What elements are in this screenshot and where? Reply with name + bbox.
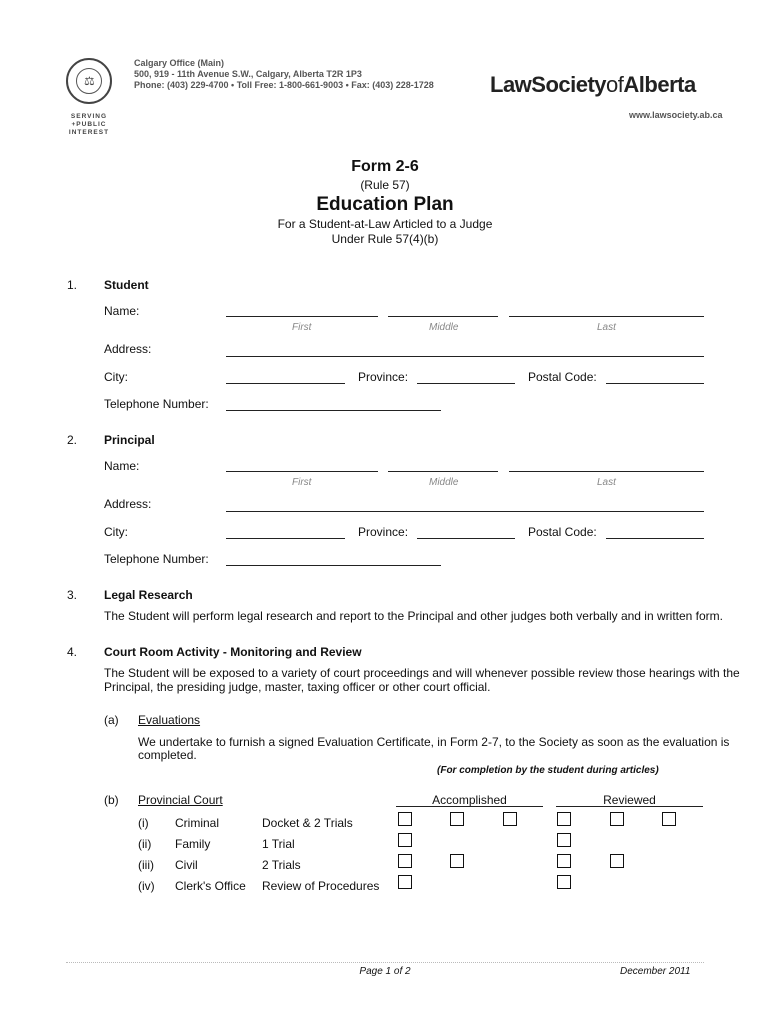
reviewed-checkbox[interactable] (610, 854, 624, 868)
requirement: Review of Procedures (262, 879, 380, 893)
section-number: 1. (67, 278, 78, 292)
completion-note: (For completion by the student during articles) (437, 765, 659, 776)
middle-caption: Middle (429, 322, 459, 333)
phone-label: Telephone Number: (104, 552, 209, 566)
student-province-field[interactable] (417, 383, 515, 384)
section-heading-student: Student (104, 278, 149, 292)
last-caption: Last (597, 477, 616, 488)
province-label: Province: (358, 525, 409, 539)
reviewed-checkbox[interactable] (557, 875, 571, 889)
accomplished-checkbox[interactable] (450, 812, 464, 826)
court-room-text-1: The Student will be exposed to a variety of court proceedings and will whenever possible review those hearings with the (104, 666, 740, 680)
name-label: Name: (104, 304, 140, 318)
reviewed-checkbox[interactable] (557, 833, 571, 847)
reviewed-header: Reviewed (603, 793, 656, 807)
student-last-name-field[interactable] (509, 316, 704, 317)
subsection-label-a: (a) (104, 713, 119, 727)
last-caption: Last (597, 322, 616, 333)
requirement: 2 Trials (262, 858, 301, 872)
accomplished-checkbox[interactable] (450, 854, 464, 868)
student-postal-field[interactable] (606, 383, 704, 384)
court-name: Criminal (175, 816, 220, 830)
principal-city-field[interactable] (226, 538, 345, 539)
provincial-court-heading: Provincial Court (138, 793, 223, 807)
subtitle-2: Under Rule 57(4)(b) (331, 232, 439, 246)
accomplished-checkbox[interactable] (398, 833, 412, 847)
principal-postal-field[interactable] (606, 538, 704, 539)
section-number: 3. (67, 588, 78, 602)
student-phone-field[interactable] (226, 410, 441, 411)
row-number: (i) (138, 816, 149, 830)
principal-last-name-field[interactable] (509, 471, 704, 472)
court-room-text-2: Principal, the presiding judge, master, taxing officer or other court official. (104, 680, 491, 694)
name-label: Name: (104, 459, 140, 473)
page-number: Page 1 of 2 (359, 966, 411, 977)
reviewed-rule (556, 806, 703, 807)
student-middle-name-field[interactable] (388, 316, 498, 317)
requirement: 1 Trial (262, 837, 295, 851)
accomplished-header: Accomplished (432, 793, 507, 807)
accomplished-checkbox[interactable] (503, 812, 517, 826)
reviewed-checkbox[interactable] (557, 812, 571, 826)
accomplished-rule (396, 806, 543, 807)
middle-caption: Middle (429, 477, 459, 488)
first-caption: First (292, 477, 312, 488)
rule-ref: (Rule 57) (360, 178, 410, 192)
section-number: 2. (67, 433, 78, 447)
law-society-seal (66, 58, 112, 104)
evaluations-text-1: We undertake to furnish a signed Evaluation Certificate, in Form 2-7, to the Society as soon as the evaluation is (138, 735, 730, 749)
court-name: Clerk's Office (175, 879, 246, 893)
subsection-label-b: (b) (104, 793, 119, 807)
phone-label: Telephone Number: (104, 397, 209, 411)
principal-first-name-field[interactable] (226, 471, 378, 472)
city-label: City: (104, 370, 128, 384)
student-address-field[interactable] (226, 356, 704, 357)
principal-address-field[interactable] (226, 511, 704, 512)
legal-research-text: The Student will perform legal research and report to the Principal and other judges both verbally and in written form. (104, 609, 723, 623)
motto: SERVING +PUBLIC INTEREST (68, 113, 110, 136)
website[interactable]: www.lawsociety.ab.ca (629, 110, 723, 120)
section-number: 4. (67, 645, 78, 659)
footer-divider (66, 962, 704, 963)
city-label: City: (104, 525, 128, 539)
footer-date: December 2011 (620, 966, 691, 977)
evaluations-heading: Evaluations (138, 713, 201, 727)
row-number: (iv) (138, 879, 155, 893)
scales-icon: ⚖ (84, 74, 95, 88)
student-first-name-field[interactable] (226, 316, 378, 317)
brand-logo: LawSocietyofAlberta (490, 72, 696, 97)
court-name: Family (175, 837, 211, 851)
postal-label: Postal Code: (528, 370, 597, 384)
address-label: Address: (104, 342, 152, 356)
province-label: Province: (358, 370, 409, 384)
subtitle-1: For a Student-at-Law Articled to a Judge (277, 217, 493, 231)
row-number: (ii) (138, 837, 152, 851)
principal-province-field[interactable] (417, 538, 515, 539)
reviewed-checkbox[interactable] (662, 812, 676, 826)
section-heading-court-room: Court Room Activity - Monitoring and Review (104, 645, 362, 659)
reviewed-checkbox[interactable] (610, 812, 624, 826)
address-label: Address: (104, 497, 152, 511)
page-title: Education Plan (316, 194, 454, 215)
student-city-field[interactable] (226, 383, 345, 384)
postal-label: Postal Code: (528, 525, 597, 539)
principal-phone-field[interactable] (226, 565, 441, 566)
section-heading-principal: Principal (104, 433, 155, 447)
accomplished-checkbox[interactable] (398, 812, 412, 826)
accomplished-checkbox[interactable] (398, 854, 412, 868)
form-number: Form 2-6 (351, 158, 419, 175)
section-heading-legal-research: Legal Research (104, 588, 193, 602)
court-name: Civil (175, 858, 198, 872)
office-address: Calgary Office (Main) 500, 919 - 11th Avenue S.W., Calgary, Alberta T2R 1P3 Phone: (403) 229-4700 • Toll Free: 1-800-661-9003 • Fax: (403) 228-1728 (134, 58, 434, 90)
accomplished-checkbox[interactable] (398, 875, 412, 889)
principal-middle-name-field[interactable] (388, 471, 498, 472)
row-number: (iii) (138, 858, 154, 872)
evaluations-text-2: completed. (138, 748, 197, 762)
reviewed-checkbox[interactable] (557, 854, 571, 868)
requirement: Docket & 2 Trials (262, 816, 353, 830)
first-caption: First (292, 322, 312, 333)
